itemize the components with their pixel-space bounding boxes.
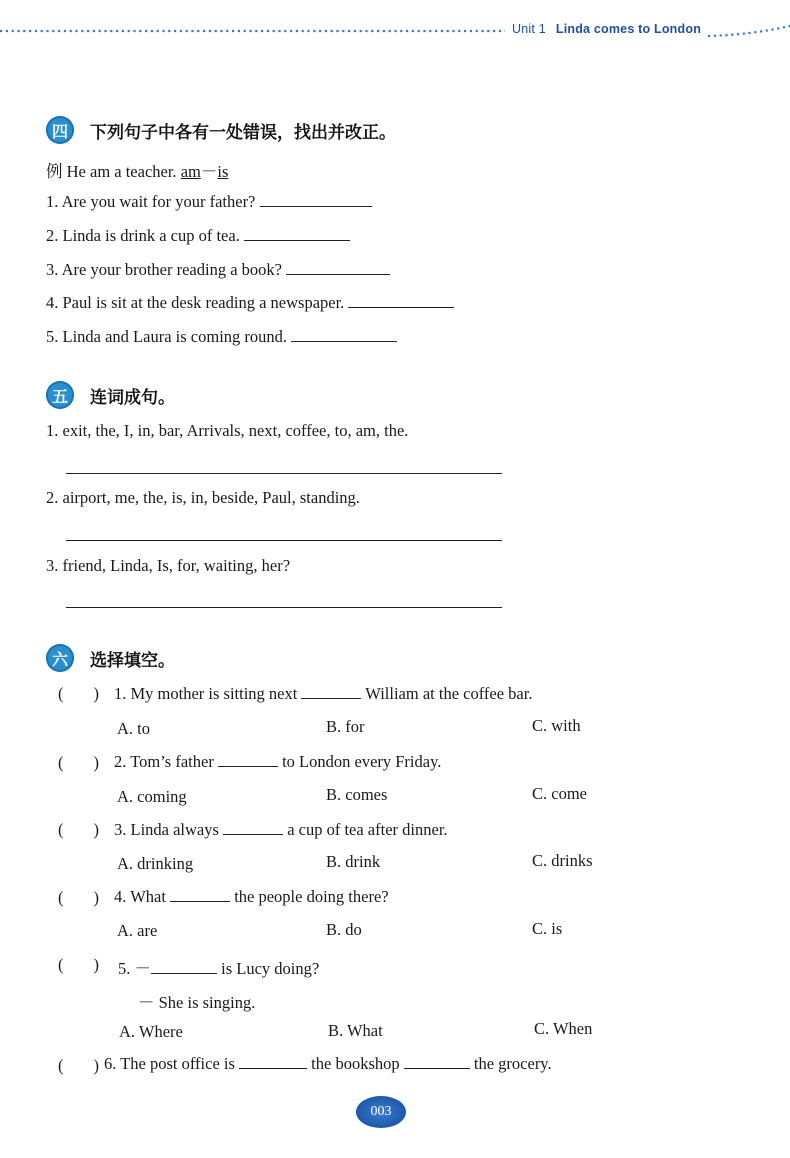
section-4-heading — [46, 115, 396, 145]
answer-blank[interactable] — [260, 192, 372, 207]
section-4-example — [46, 158, 228, 182]
section-6-title: 选择填空。 — [90, 650, 175, 671]
option-a[interactable]: A. are — [117, 921, 158, 940]
fill-blank[interactable] — [404, 1054, 470, 1069]
option-b[interactable]: B. comes — [326, 785, 388, 804]
answer-parentheses[interactable]: ( ) — [58, 820, 99, 839]
option-a[interactable]: A. drinking — [117, 854, 194, 873]
unit-title: Linda comes to London — [555, 22, 702, 36]
fill-blank[interactable] — [170, 887, 230, 902]
option-c[interactable]: C. is — [532, 919, 563, 938]
option-b[interactable]: B. do — [326, 920, 362, 939]
answer-line[interactable] — [66, 540, 502, 541]
unit-header — [512, 22, 701, 36]
correction-item — [46, 327, 397, 347]
question-text: 3. Linda always a cup of tea after dinner. — [114, 820, 448, 839]
answer-parentheses[interactable]: ( ) — [58, 753, 99, 772]
option-c[interactable]: C. When — [534, 1019, 593, 1038]
option-a[interactable]: A. coming — [117, 787, 187, 806]
correction-sentence: 5. Linda and Laura is coming round. — [46, 327, 288, 346]
correction-item — [46, 293, 454, 313]
answer-parentheses[interactable]: ( ) — [58, 955, 99, 974]
answer-line[interactable] — [66, 473, 502, 474]
option-b[interactable]: B. drink — [326, 852, 381, 871]
correction-sentence: 2. Linda is drink a cup of tea. — [46, 226, 240, 245]
page-number: 003 — [356, 1096, 406, 1128]
option-c[interactable]: C. drinks — [532, 851, 593, 870]
sentence-order-item: 1. exit, the, I, in, bar, Arrivals, next, coffee, to, am, the. — [46, 421, 409, 440]
section-6-heading — [46, 643, 175, 673]
option-c[interactable]: C. with — [532, 716, 581, 735]
correction-item — [46, 192, 372, 212]
correction-item — [46, 226, 350, 246]
fill-blank[interactable] — [239, 1054, 307, 1069]
sentence-order-item: 3. friend, Linda, Is, for, waiting, her? — [46, 556, 291, 575]
correction-item — [46, 260, 390, 280]
example-sentence: 例 He am a teacher. — [46, 162, 177, 181]
correction-sentence: 3. Are your brother reading a book? — [46, 260, 282, 279]
fill-blank[interactable] — [223, 820, 283, 835]
example-wrong-word: am — [180, 162, 201, 181]
option-a[interactable]: A. to — [117, 719, 150, 738]
fill-blank[interactable] — [301, 684, 361, 699]
section-5-heading — [46, 380, 175, 410]
fill-blank[interactable] — [151, 959, 217, 974]
question-text: 5. － is Lucy doing? — [118, 959, 320, 978]
option-a[interactable]: A. Where — [119, 1022, 183, 1041]
question-text: 4. What the people doing there? — [114, 887, 389, 906]
answer-parentheses[interactable]: ( ) — [58, 1056, 99, 1075]
answer-blank[interactable] — [244, 226, 350, 241]
answer-line[interactable] — [66, 607, 502, 608]
unit-label: Unit 1 — [512, 22, 546, 36]
option-b[interactable]: B. What — [328, 1021, 383, 1040]
answer-parentheses[interactable]: ( ) — [58, 888, 99, 907]
question-text: 1. My mother is sitting next William at the coffee bar. — [114, 684, 533, 703]
correction-sentence: 4. Paul is sit at the desk reading a newspaper. — [46, 293, 345, 312]
question-text: 6. The post office is the bookshop the grocery. — [104, 1054, 552, 1073]
section-4-title: 下列句子中各有一处错误，找出并改正。 — [90, 122, 396, 143]
section-4-badge: 四 — [46, 116, 74, 144]
question-text: 2. Tom’s father to London every Friday. — [114, 752, 442, 771]
answer-dialogue: － She is singing. — [138, 993, 256, 1012]
correction-sentence: 1. Are you wait for your father? — [46, 192, 256, 211]
option-b[interactable]: B. for — [326, 717, 365, 736]
example-correct-word: is — [217, 162, 229, 181]
answer-blank[interactable] — [348, 293, 454, 308]
fill-blank[interactable] — [218, 752, 278, 767]
example-dash: － — [200, 162, 218, 181]
option-c[interactable]: C. come — [532, 784, 587, 803]
section-6-badge: 六 — [46, 644, 74, 672]
section-5-badge: 五 — [46, 381, 74, 409]
answer-blank[interactable] — [286, 260, 390, 275]
answer-parentheses[interactable]: ( ) — [58, 684, 99, 703]
sentence-order-item: 2. airport, me, the, is, in, beside, Paul, standing. — [46, 488, 360, 507]
section-5-title: 连词成句。 — [90, 387, 175, 408]
answer-blank[interactable] — [291, 327, 397, 342]
